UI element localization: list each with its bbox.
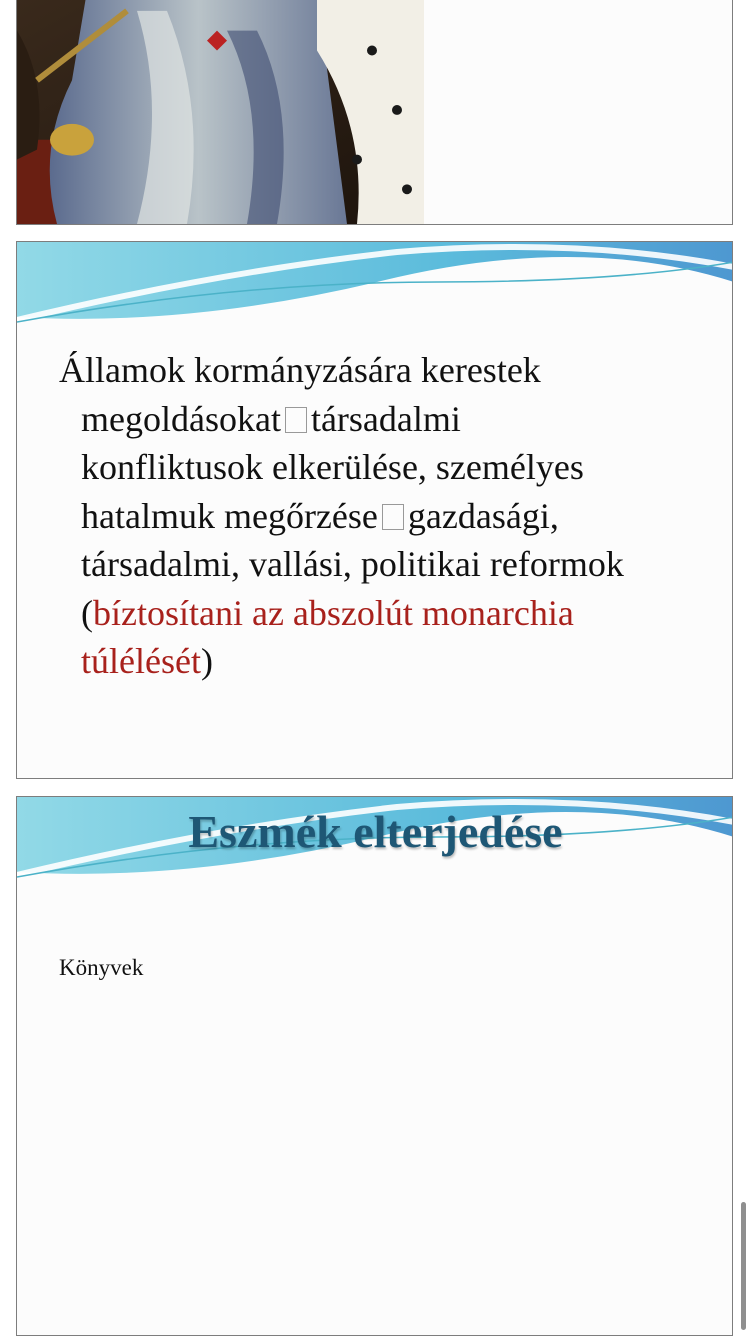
body-line: társadalmi, vallási, politikai reformok [81, 544, 624, 584]
body-line: megoldásokat [81, 398, 281, 439]
body-line: ) [200, 641, 213, 681]
highlighted-text: bíztosítani az abszolút monarchia [93, 592, 574, 633]
slide-bullet-text: Könyvek [59, 955, 144, 980]
body-line: ( [81, 592, 93, 633]
missing-glyph-box-icon [285, 407, 307, 433]
body-line: konfliktusok elkerülése, személyes [81, 447, 584, 487]
body-line: Államok kormányzására kerestek [59, 350, 541, 390]
slide-title: Eszmék elterjedése [188, 806, 563, 857]
highlighted-text: túlélését [81, 641, 201, 681]
slide-2 [16, 241, 733, 779]
vertical-scrollbar[interactable] [741, 1202, 746, 1330]
wave-header-decoration [17, 242, 733, 332]
body-line: gazdasági, [407, 495, 559, 536]
body-line: hatalmuk megőrzése [81, 495, 378, 536]
portrait-image [17, 0, 424, 224]
slide-3 [16, 796, 733, 1336]
slide-1 [16, 0, 733, 225]
slide-body-text [59, 346, 699, 686]
body-line: társadalmi [310, 398, 461, 439]
missing-glyph-box-icon [382, 504, 404, 530]
